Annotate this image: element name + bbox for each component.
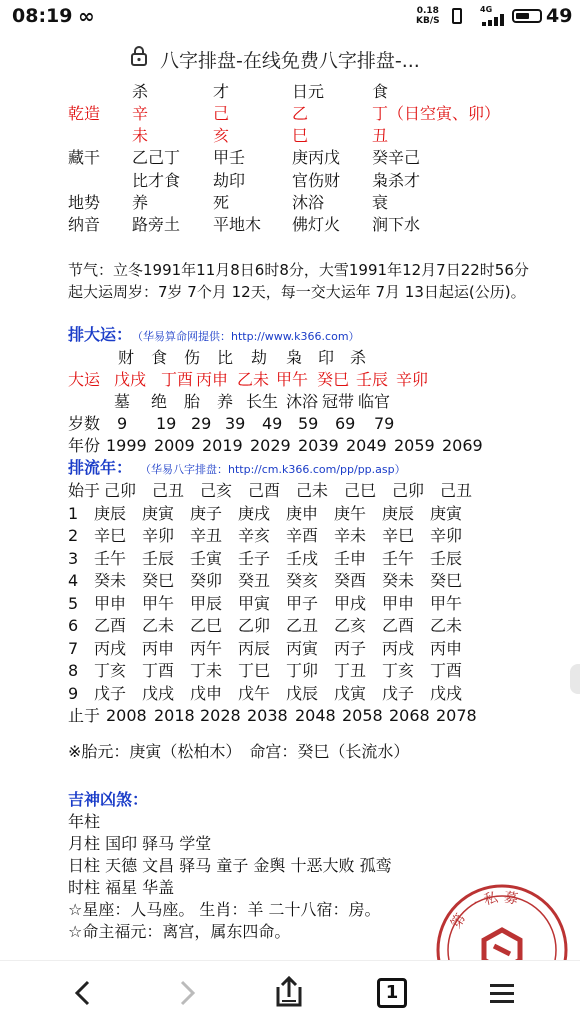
liunian-cell: 戊申 — [190, 683, 223, 703]
liunian-end-year: 2008 — [106, 706, 147, 725]
liunian-end-year: 2058 — [342, 706, 383, 725]
liunian-end-year: 2068 — [389, 706, 430, 725]
liunian-cell: 癸丑 — [238, 571, 271, 590]
stem: 丁（日空寅、卯） — [372, 104, 501, 123]
dayun-age: 19 — [156, 414, 177, 433]
branch: 未 — [132, 126, 149, 145]
dayun-ganzhi: 丙申 — [196, 370, 229, 389]
shensha-line: 月柱 国印 驿马 学堂 — [68, 834, 212, 853]
canggan: 乙己丁 — [132, 148, 181, 167]
label-canggan: 藏干 — [68, 148, 101, 167]
dishi: 衰 — [372, 193, 389, 212]
dayun-shishen: 印 — [318, 348, 335, 367]
liunian-cell: 辛未 — [334, 526, 367, 545]
dayun-changsheng: 绝 — [151, 392, 168, 411]
liunian-cell: 庚寅 — [142, 503, 175, 523]
liunian-cell: 甲午 — [142, 593, 175, 613]
dishi: 沐浴 — [292, 193, 325, 212]
network-type: 4G — [480, 5, 493, 14]
nayin: 佛灯火 — [292, 215, 341, 234]
signal-icon — [482, 14, 508, 26]
liunian-cell: 庚午 — [334, 503, 367, 523]
liunian-cell: 丙子 — [334, 638, 367, 658]
menu-icon[interactable] — [486, 977, 518, 1009]
liunian-cell: 癸卯 — [190, 571, 223, 590]
liunian-cell: 壬辰 — [142, 548, 175, 568]
liunian-title: 排流年： — [68, 458, 133, 477]
liunian-cell: 癸未 — [94, 571, 127, 590]
liunian-cell: 丙午 — [190, 638, 223, 658]
liunian-cell: 癸亥 — [286, 571, 319, 590]
dayun-year: 2039 — [298, 436, 339, 455]
age-label: 岁数 — [68, 414, 101, 433]
liunian-cell: 丁酉 — [142, 661, 175, 680]
liunian-cell: 甲戌 — [334, 593, 367, 613]
status-bar — [0, 0, 580, 34]
liunian-cell: 壬辰 — [430, 548, 463, 568]
shensha-line: 时柱 福星 华盖 — [68, 878, 175, 897]
liunian-row-num: 4 — [68, 571, 79, 590]
liunian-cell: 辛亥 — [238, 526, 271, 545]
stem: 己 — [213, 104, 230, 123]
liunian-cell: 壬子 — [238, 548, 271, 568]
dayun-year: 2019 — [202, 436, 243, 455]
dayun-age: 49 — [262, 414, 283, 433]
canggan-shishen: 劫印 — [213, 171, 246, 190]
liunian-cell: 乙酉 — [382, 616, 415, 635]
liunian-cell: 辛巳 — [94, 526, 127, 545]
label-nayin: 纳音 — [68, 215, 101, 234]
battery-icon — [512, 9, 542, 23]
liunian-cell: 戊子 — [94, 683, 127, 703]
liunian-cell: 己未 — [296, 481, 329, 500]
liunian-cell: 辛卯 — [430, 526, 463, 545]
dayun-shishen: 伤 — [184, 348, 201, 367]
liunian-row-num: 3 — [68, 548, 79, 568]
liunian-cell: 己酉 — [248, 481, 281, 500]
canggan-shishen: 官伤财 — [292, 171, 341, 190]
dayun-age: 9 — [117, 414, 128, 433]
canggan: 庚丙戊 — [292, 148, 341, 167]
dayun-ganzhi: 甲午 — [276, 370, 309, 389]
liunian-cell: 己卯 — [104, 481, 137, 500]
liunian-end-year: 2048 — [295, 706, 336, 725]
jieqi-text: 节气：立冬1991年11月8日6时8分，大雪1991年12月7日22时56分 — [68, 261, 529, 279]
liunian-cell: 丙申 — [142, 638, 175, 658]
liunian-cell: 丁亥 — [382, 661, 415, 680]
dayun-age: 29 — [191, 414, 212, 433]
dayun-changsheng: 墓 — [114, 392, 131, 411]
nayin: 路旁土 — [132, 215, 181, 234]
dayun-year: 2059 — [394, 436, 435, 455]
liunian-cell: 己亥 — [200, 481, 233, 500]
liunian-cell: 辛卯 — [142, 526, 175, 545]
liunian-cell: 丁卯 — [286, 661, 319, 680]
stem: 乙 — [292, 104, 309, 123]
dayun-age: 39 — [225, 414, 246, 433]
dayun-year: 2049 — [346, 436, 387, 455]
nayin: 平地木 — [213, 215, 262, 234]
liunian-cell: 丙申 — [430, 638, 463, 658]
dayun-changsheng: 养 — [217, 392, 234, 411]
label-qianzao: 乾造 — [68, 104, 101, 123]
liunian-cell: 己巳 — [344, 481, 377, 500]
dayun-ganzhi: 壬辰 — [356, 370, 389, 389]
liunian-cell: 戊戌 — [142, 683, 175, 703]
dishi: 死 — [213, 193, 230, 212]
nayin: 涧下水 — [372, 215, 421, 234]
dayun-label: 大运 — [68, 370, 101, 389]
liunian-row-num: 2 — [68, 526, 79, 545]
liunian-cell: 庚辰 — [382, 503, 415, 523]
liunian-cell: 丁酉 — [430, 661, 463, 680]
liunian-cell: 甲申 — [382, 593, 415, 613]
dayun-title: 排大运： — [68, 325, 133, 344]
liunian-cell: 丙戌 — [94, 638, 127, 658]
branch: 丑 — [372, 126, 389, 145]
shensha-line: 年柱 — [68, 812, 101, 831]
liunian-cell: 戊戌 — [430, 683, 463, 703]
liunian-cell: 戊子 — [382, 683, 415, 703]
liunian-cell: 戊辰 — [286, 683, 319, 703]
liunian-cell: 丁亥 — [94, 661, 127, 680]
dayun-shishen: 食 — [151, 348, 168, 367]
liunian-cell: 甲辰 — [190, 593, 223, 613]
liunian-cell: 乙卯 — [238, 616, 271, 635]
scroll-handle[interactable] — [570, 664, 580, 694]
dayun-ganzhi: 乙未 — [237, 370, 270, 389]
liunian-cell: 癸巳 — [430, 571, 463, 590]
forward-icon[interactable] — [170, 977, 202, 1009]
liunian-cell: 甲寅 — [238, 593, 271, 613]
liunian-cell: 壬戌 — [286, 548, 319, 568]
liunian-cell: 庚申 — [286, 503, 319, 523]
liunian-cell: 壬申 — [334, 548, 367, 568]
label-dishi: 地势 — [68, 193, 101, 212]
liunian-cell: 己卯 — [392, 481, 425, 500]
network-speed: 0.18 KB/S — [416, 6, 440, 26]
dayun-year: 2009 — [154, 436, 195, 455]
liunian-end-year: 2078 — [436, 706, 477, 725]
liunian-row-num: 1 — [68, 503, 79, 523]
dayun-ganzhi: 辛卯 — [396, 370, 429, 389]
shensha-line: 日柱 天德 文昌 驿马 童子 金舆 十恶大败 孤鸾 — [68, 856, 392, 875]
dayun-changsheng: 冠带 — [322, 392, 355, 411]
liunian-cell: 乙未 — [142, 616, 175, 635]
liunian-row-num: 5 — [68, 593, 79, 613]
dayun-shishen: 杀 — [350, 348, 367, 367]
liunian-cell: 癸巳 — [142, 571, 175, 590]
liunian-cell: 癸未 — [382, 571, 415, 590]
liunian-cell: 己丑 — [152, 481, 185, 500]
liunian-cell: 甲午 — [430, 593, 463, 613]
liunian-cell: 壬寅 — [190, 548, 223, 568]
liunian-cell: 甲子 — [286, 593, 319, 613]
bazi-header: 日元 — [292, 82, 325, 101]
liunian-cell: 乙未 — [430, 616, 463, 635]
liunian-row-num: 7 — [68, 638, 79, 658]
battery-level: 49 — [546, 5, 573, 27]
bazi-header: 食 — [372, 82, 389, 101]
liunian-cell: 甲申 — [94, 593, 127, 613]
dayun-age: 59 — [298, 414, 319, 433]
dayun-ganzhi: 戊戌 — [114, 370, 147, 389]
canggan-shishen: 比才食 — [132, 171, 181, 190]
liunian-cell: 己丑 — [440, 481, 473, 500]
lock-icon — [131, 46, 147, 66]
liunian-row-num: 9 — [68, 683, 79, 703]
dayun-shishen: 劫 — [251, 348, 268, 367]
liunian-cell: 丁巳 — [238, 661, 271, 680]
liunian-note[interactable]: （华易八字排盘：http://cm.k366.com/pp/pp.asp） — [140, 463, 406, 476]
dayun-changsheng: 长生 — [246, 392, 279, 411]
branch: 亥 — [213, 126, 230, 145]
dishi: 养 — [132, 193, 149, 212]
liunian-cell: 丙寅 — [286, 638, 319, 658]
liunian-cell: 乙丑 — [286, 616, 319, 635]
dayun-year: 2029 — [250, 436, 291, 455]
canggan-shishen: 枭杀才 — [372, 171, 421, 190]
year-label: 年份 — [68, 436, 101, 455]
liunian-row-num: 8 — [68, 661, 79, 680]
liunian-end-year: 2018 — [154, 706, 195, 725]
qiyun-text: 起大运周岁：7岁 7个月 12天，每一交大运年 7月 13日起运(公历)。 — [68, 283, 526, 301]
bazi-header: 杀 — [132, 82, 149, 101]
liunian-cell: 庚戌 — [238, 503, 271, 523]
liunian-cell: 辛丑 — [190, 526, 223, 545]
dayun-shishen: 财 — [118, 348, 135, 367]
liunian-cell: 戊午 — [238, 683, 271, 703]
liunian-cell: 丙戌 — [382, 638, 415, 658]
dayun-changsheng: 胎 — [184, 392, 201, 411]
dayun-note[interactable]: （华易算命网提供：http://www.k366.com） — [132, 330, 360, 343]
branch: 巳 — [292, 126, 309, 145]
infinity-icon: ∞ — [78, 4, 95, 28]
dayun-shishen: 比 — [217, 348, 234, 367]
liunian-cell: 庚子 — [190, 503, 223, 523]
stem: 辛 — [132, 104, 149, 123]
address-bar[interactable] — [0, 38, 580, 78]
liunian-cell: 丙辰 — [238, 638, 271, 658]
browser-toolbar — [0, 960, 580, 1032]
liunian-cell: 庚寅 — [430, 503, 463, 523]
liunian-cell: 戊寅 — [334, 683, 367, 703]
taiyuan-text: ※胎元：庚寅（松柏木） 命宫：癸巳（长流水） — [68, 742, 410, 761]
share-icon[interactable] — [270, 973, 308, 1011]
dayun-shishen: 枭 — [286, 348, 303, 367]
liunian-cell: 癸酉 — [334, 571, 367, 590]
dayun-changsheng: 临官 — [358, 392, 391, 411]
liunian-cell: 辛巳 — [382, 526, 415, 545]
liunian-cell: 乙亥 — [334, 616, 367, 635]
liunian-end-label: 止于 — [68, 706, 101, 725]
dayun-age: 69 — [335, 414, 356, 433]
liunian-end-year: 2028 — [200, 706, 241, 725]
liunian-cell: 壬午 — [382, 548, 415, 568]
vibrate-icon — [452, 8, 462, 24]
page-title[interactable]: 八字排盘-在线免费八字排盘-... — [160, 50, 420, 72]
dayun-year: 2069 — [442, 436, 483, 455]
dayun-changsheng: 沐浴 — [286, 392, 319, 411]
svg-text:第 一 私 募: 第 一 私 募 — [448, 889, 520, 932]
shensha-title: 吉神凶煞： — [68, 790, 149, 809]
liunian-cell: 辛酉 — [286, 526, 319, 545]
liunian-row-num: 6 — [68, 616, 79, 635]
dayun-year: 1999 — [106, 436, 147, 455]
liunian-cell: 乙酉 — [94, 616, 127, 635]
tabs-button[interactable]: 1 — [377, 978, 407, 1008]
liunian-cell: 庚辰 — [94, 503, 127, 523]
canggan: 甲壬 — [213, 148, 246, 167]
canggan: 癸辛己 — [372, 148, 421, 167]
mingzhu-text: ☆命主福元：离宫，属东四命。 — [68, 922, 291, 941]
dayun-ganzhi: 癸巳 — [317, 370, 350, 389]
liunian-end-year: 2038 — [247, 706, 288, 725]
dayun-age: 79 — [374, 414, 395, 433]
bazi-header: 才 — [213, 82, 230, 101]
back-icon[interactable] — [68, 977, 100, 1009]
liunian-cell: 丁丑 — [334, 661, 367, 680]
liunian-start-label: 始于 — [68, 481, 101, 500]
status-time: 08:19 — [12, 5, 73, 27]
liunian-cell: 丁未 — [190, 661, 223, 680]
liunian-cell: 壬午 — [94, 548, 127, 568]
liunian-cell: 乙巳 — [190, 616, 223, 635]
xingzuo-text: ☆星座：人马座。 生肖：羊 二十八宿：房。 — [68, 900, 381, 919]
dayun-ganzhi: 丁酉 — [161, 370, 194, 389]
